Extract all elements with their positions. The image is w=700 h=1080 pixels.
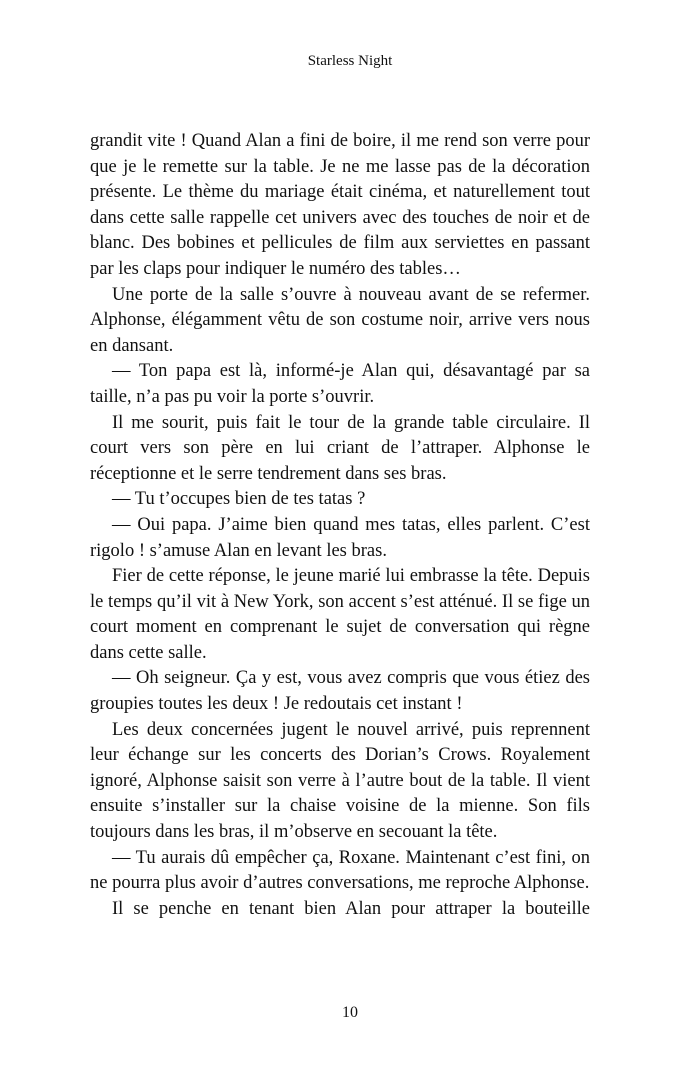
page-number: 10 (342, 1004, 358, 1021)
paragraph: Une porte de la salle s’ouvre à nouveau avant de se refermer. Alphonse, élégamment vêtu de son costume noir, arrive vers nous en dansant. (90, 284, 590, 356)
paragraph: Les deux concernées jugent le nouvel arrivé, puis reprennent leur échange sur les concerts des Dorian’s Crows. Royalement ignoré, Alphonse saisit son verre à l’autre bout de la table. Il vient ensuite s’installer sur la chaise voisine de la mienne. Son fils toujours dans les bras, il m’observe en secouant la tête. (90, 719, 590, 843)
dialogue-line: — Tu aurais dû empêcher ça, Roxane. Maintenant c’est fini, on ne pourra plus avoir d’autres conversations, me reproche Alphonse. (90, 847, 590, 894)
dialogue-line: — Tu t’occupes bien de tes tatas ? (112, 489, 366, 510)
dialogue-line: — Oh seigneur. Ça y est, vous avez compris que vous étiez des groupies toutes les deux ! Je redoutais cet instant ! (90, 668, 590, 715)
paragraph: Il me sourit, puis fait le tour de la grande table circulaire. Il court vers son père en lui criant de l’attraper. Alphonse le réceptionne et le serre tendrement dans ses bras. (90, 412, 590, 484)
paragraph-continuation: grandit vite ! Quand Alan a fini de boire, il me rend son verre pour que je le remette sur la table. Je ne me lasse pas de la décoration présente. Le thème du mariage était cinéma, et naturellement tout dans cette salle rappelle cet univers avec des touches de noir et de blanc. Des bobines et pellicules de film aux serviettes en passant par les claps pour indiquer le numéro des tables… (90, 131, 590, 279)
paragraph-continued: Il se penche en tenant bien Alan pour attraper la bouteille (112, 898, 590, 919)
running-header-title: Starless Night (307, 53, 393, 69)
dialogue-line: — Ton papa est là, informé-je Alan qui, désavantagé par sa taille, n’a pas pu voir la porte s’ouvrir. (90, 361, 590, 407)
body-text (90, 129, 590, 922)
paragraph: Fier de cette réponse, le jeune marié lui embrasse la tête. Depuis le temps qu’il vit à New York, son accent s’est atténué. Il se fige un court moment en comprenant le sujet de conversation qui règne dans cette salle. (90, 566, 590, 663)
dialogue-line: — Oui papa. J’aime bien quand mes tatas, elles parlent. C’est rigolo ! s’amuse Alan en levant les bras. (90, 514, 590, 561)
